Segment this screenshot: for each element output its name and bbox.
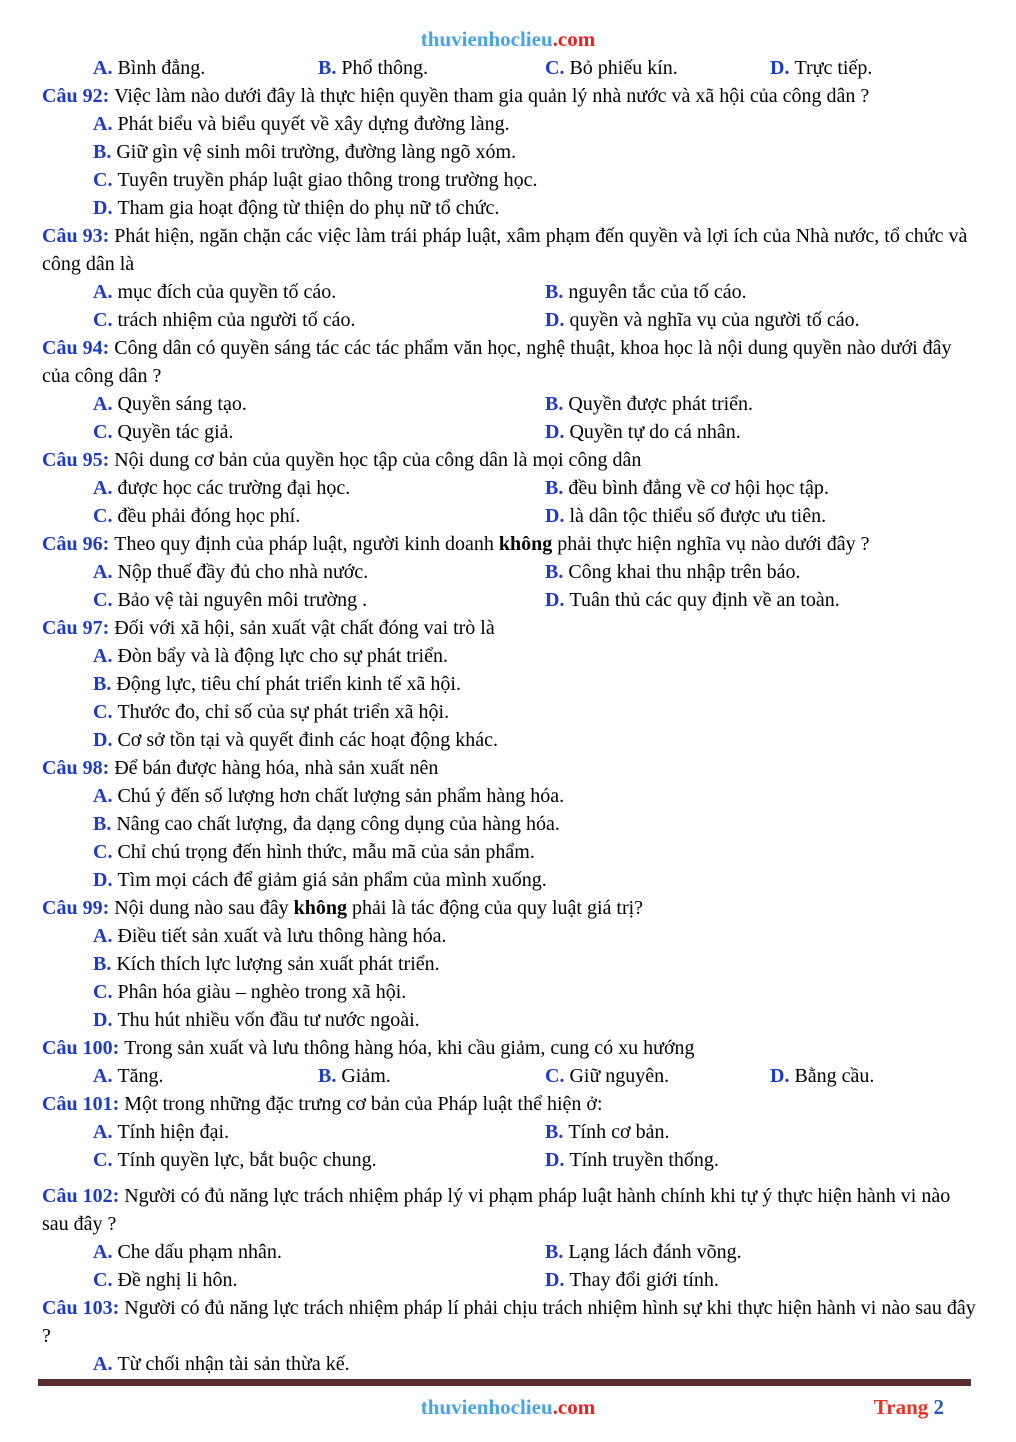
- option-text: là dân tộc thiểu số được ưu tiên.: [569, 505, 827, 527]
- question-stem: [42, 614, 976, 642]
- stem-text: Trong sản xuất và lưu thông hàng hóa, khi cầu giảm, cung có xu hướng: [124, 1037, 695, 1059]
- footer-site-domain: .com: [552, 1395, 596, 1419]
- option-text: Tuyên truyền pháp luật giao thông trong trường học.: [117, 169, 538, 191]
- question: [42, 1034, 976, 1090]
- option: [42, 502, 494, 530]
- option-letter: A.: [93, 393, 113, 415]
- option-text: Đề nghị li hôn.: [117, 1269, 238, 1291]
- option-letter: C.: [93, 169, 113, 191]
- option: [494, 1238, 976, 1266]
- option-letter: B.: [93, 141, 112, 163]
- option-text: Giữ nguyên.: [569, 1065, 670, 1087]
- option: [42, 278, 494, 306]
- question-number: Câu 96:: [42, 533, 110, 555]
- stem-bold-word: không: [293, 897, 348, 919]
- stem-text: Phát hiện, ngăn chặn các việc làm trái pháp luật, xâm phạm đến quyền và lợi ích của Nhà nước, tổ chức và công dân là: [42, 225, 968, 275]
- option-text: Giữ gìn vệ sinh môi trường, đường làng ngõ xóm.: [116, 141, 517, 163]
- question-number: Câu 93:: [42, 225, 110, 247]
- stem-text: Theo quy định của pháp luật, người kinh doanh: [114, 533, 499, 555]
- option-letter: B.: [318, 57, 337, 79]
- option: [494, 558, 976, 586]
- question-stem: [42, 334, 976, 390]
- option: [42, 418, 494, 446]
- stem-text: phải là tác động của quy luật giá trị?: [347, 897, 644, 919]
- option-text: Tính cơ bản.: [568, 1121, 670, 1143]
- option-letter: C.: [93, 421, 113, 443]
- page-number-label: Trang: [873, 1395, 929, 1419]
- option: [42, 194, 976, 222]
- question: [42, 334, 976, 446]
- option-letter: C.: [93, 309, 113, 331]
- question: [42, 894, 976, 1034]
- option-letter: C.: [93, 1149, 113, 1171]
- option-letter: C.: [545, 57, 565, 79]
- option: [42, 1118, 494, 1146]
- stem-text: Việc làm nào dưới đây là thực hiện quyền tham gia quản lý nhà nước và xã hội của công dân ?: [114, 85, 870, 107]
- option: [494, 1118, 976, 1146]
- option-text: Thu hút nhiều vốn đầu tư nước ngoài.: [117, 1009, 420, 1031]
- option-text: Tuân thủ các quy định về an toàn.: [569, 589, 840, 611]
- footer-divider: [38, 1379, 971, 1386]
- option: [719, 1062, 976, 1090]
- question-stem: [42, 530, 976, 558]
- option-text: Cơ sở tồn tại và quyết đinh các hoạt động khác.: [117, 729, 498, 751]
- option-text: Kích thích lực lượng sản xuất phát triển.: [116, 953, 440, 975]
- option-text: Quyền tác giả.: [117, 421, 234, 443]
- option: [42, 838, 976, 866]
- option-text: Tăng.: [117, 1065, 164, 1087]
- option-text: Quyền được phát triển.: [568, 393, 754, 415]
- option: [42, 698, 976, 726]
- option: [42, 1006, 976, 1034]
- option: [42, 390, 494, 418]
- option-letter: B.: [545, 281, 564, 303]
- question: [42, 82, 976, 222]
- site-header: [0, 0, 1016, 52]
- option-text: Động lực, tiêu chí phát triển kinh tế xã hội.: [116, 673, 461, 695]
- option: [42, 810, 976, 838]
- options: [42, 558, 976, 614]
- stem-bold-word: không: [498, 533, 553, 555]
- question-stem: [42, 446, 976, 474]
- option: [42, 138, 976, 166]
- question-number: Câu 95:: [42, 449, 110, 471]
- stem-text: Công dân có quyền sáng tác các tác phẩm văn học, nghệ thuật, khoa học là nội dung quyền nào dưới đây của công dân ?: [42, 337, 952, 387]
- option: [494, 586, 976, 614]
- stem-text: Một trong những đặc trưng cơ bản của Pháp luật thể hiện ở:: [124, 1093, 603, 1115]
- option: [494, 278, 976, 306]
- option-letter: D.: [545, 589, 565, 611]
- question-stem: [42, 1182, 976, 1238]
- option: [494, 306, 976, 334]
- page-number-value: 2: [933, 1395, 944, 1419]
- option-text: Trực tiếp.: [794, 57, 873, 79]
- question-number: Câu 101:: [42, 1093, 120, 1115]
- option-text: Điều tiết sản xuất và lưu thông hàng hóa.: [117, 925, 447, 947]
- option: [494, 474, 976, 502]
- question: [42, 1182, 976, 1294]
- option: [494, 502, 976, 530]
- question: [42, 1090, 976, 1174]
- option-letter: C.: [93, 1269, 113, 1291]
- options: [42, 1350, 976, 1378]
- option-letter: D.: [93, 869, 113, 891]
- option-text: Tìm mọi cách để giảm giá sản phẩm của mình xuống.: [117, 869, 547, 891]
- question-number: Câu 98:: [42, 757, 110, 779]
- option: [42, 586, 494, 614]
- option-letter: B.: [93, 953, 112, 975]
- option: [42, 110, 976, 138]
- option-text: Lạng lách đánh võng.: [568, 1241, 742, 1263]
- question-stem: [42, 82, 976, 110]
- question: [42, 754, 976, 894]
- stem-text: Đối với xã hội, sản xuất vật chất đóng vai trò là: [114, 617, 495, 639]
- option: [42, 642, 976, 670]
- option-letter: C.: [93, 981, 113, 1003]
- option-letter: A.: [93, 281, 113, 303]
- option-letter: C.: [93, 505, 113, 527]
- option: [494, 1266, 976, 1294]
- footer-site: [421, 1395, 595, 1419]
- option: [42, 54, 267, 82]
- option-text: Giảm.: [341, 1065, 391, 1087]
- question-number: Câu 100:: [42, 1037, 120, 1059]
- option-letter: A.: [93, 477, 113, 499]
- site-domain: .com: [552, 27, 596, 51]
- option-letter: A.: [93, 561, 113, 583]
- question-stem: [42, 222, 976, 278]
- option-letter: C.: [93, 701, 113, 723]
- option-text: Đòn bẩy và là động lực cho sự phát triển.: [117, 645, 448, 667]
- question-number: Câu 103:: [42, 1297, 120, 1319]
- option-text: đều phải đóng học phí.: [117, 505, 301, 527]
- option-letter: C.: [93, 841, 113, 863]
- question-stem: [42, 1294, 976, 1350]
- option-letter: A.: [93, 785, 113, 807]
- option: [42, 306, 494, 334]
- option-text: Từ chối nhận tài sản thừa kế.: [117, 1353, 350, 1375]
- footer-site-name: thuvienhoclieu: [420, 1395, 553, 1419]
- option: [42, 558, 494, 586]
- option: [494, 1146, 976, 1174]
- question: [42, 614, 976, 754]
- option: [494, 418, 976, 446]
- questions-area: [0, 52, 1016, 1378]
- option-text: Phân hóa giàu – nghèo trong xã hội.: [117, 981, 407, 1003]
- option-text: Nộp thuế đầy đủ cho nhà nước.: [117, 561, 369, 583]
- option: [42, 670, 976, 698]
- option-letter: D.: [93, 197, 113, 219]
- options: [42, 922, 976, 1034]
- option-text: quyền và nghĩa vụ của người tố cáo.: [569, 309, 860, 331]
- stem-text: Để bán được hàng hóa, nhà sản xuất nên: [114, 757, 439, 779]
- option: [42, 1266, 494, 1294]
- option: [494, 54, 719, 82]
- option-text: Che dấu phạm nhân.: [117, 1241, 282, 1263]
- question: [42, 530, 976, 614]
- option-text: Tham gia hoạt động từ thiện do phụ nữ tổ chức.: [117, 197, 500, 219]
- option-letter: D.: [545, 1149, 565, 1171]
- option-text: Thay đổi giới tính.: [569, 1269, 719, 1291]
- options: [42, 110, 976, 222]
- stem-text: Người có đủ năng lực trách nhiệm pháp lý vi phạm pháp luật hành chính khi tự ý thực hiện hành vi nào sau đây ?: [42, 1185, 951, 1235]
- option-text: Tính quyền lực, bắt buộc chung.: [117, 1149, 377, 1171]
- option-letter: D.: [770, 57, 790, 79]
- option-text: Chỉ chú trọng đến hình thức, mẫu mã của sản phẩm.: [117, 841, 535, 863]
- question-number: Câu 97:: [42, 617, 110, 639]
- option-letter: A.: [93, 925, 113, 947]
- option-letter: D.: [770, 1065, 790, 1087]
- question-stem: [42, 1034, 976, 1062]
- page-number: [874, 1394, 944, 1420]
- option-text: Bỏ phiếu kín.: [569, 57, 678, 79]
- option-letter: D.: [545, 1269, 565, 1291]
- option-letter: A.: [93, 1065, 113, 1087]
- option-letter: B.: [545, 561, 564, 583]
- option-letter: A.: [93, 1121, 113, 1143]
- option-letter: A.: [93, 1241, 113, 1263]
- stem-text: Nội dung cơ bản của quyền học tập của công dân là mọi công dân: [114, 449, 642, 471]
- options: [42, 1238, 976, 1294]
- option: [42, 166, 976, 194]
- option-letter: B.: [93, 673, 112, 695]
- option-text: Chú ý đến số lượng hơn chất lượng sản phẩm hàng hóa.: [117, 785, 565, 807]
- option-letter: B.: [93, 813, 112, 835]
- option-letter: D.: [545, 309, 565, 331]
- question-number: Câu 92:: [42, 85, 110, 107]
- option-letter: C.: [93, 589, 113, 611]
- option-letter: D.: [93, 729, 113, 751]
- option-letter: B.: [545, 477, 564, 499]
- options: [42, 278, 976, 334]
- stem-text: phải thực hiện nghĩa vụ nào dưới đây ?: [552, 533, 870, 555]
- option: [42, 1062, 267, 1090]
- option-text: được học các trường đại học.: [117, 477, 351, 499]
- question: [42, 446, 976, 530]
- option-text: Tính hiện đại.: [117, 1121, 230, 1143]
- question-stem: [42, 894, 976, 922]
- option: [42, 726, 976, 754]
- option: [42, 922, 976, 950]
- option-letter: A.: [93, 57, 113, 79]
- options: [42, 782, 976, 894]
- option-text: Thước đo, chỉ số của sự phát triển xã hội.: [117, 701, 450, 723]
- option: [267, 1062, 494, 1090]
- option-text: Bằng cầu.: [794, 1065, 875, 1087]
- question-stem: [42, 754, 976, 782]
- options: [42, 1118, 976, 1174]
- option-text: Bảo vệ tài nguyên môi trường .: [117, 589, 368, 611]
- option: [42, 782, 976, 810]
- option-text: đều bình đẳng về cơ hội học tập.: [568, 477, 829, 499]
- option-letter: B.: [545, 1241, 564, 1263]
- option-text: Nâng cao chất lượng, đa dạng công dụng của hàng hóa.: [116, 813, 560, 835]
- option-letter: A.: [93, 113, 113, 135]
- option: [42, 950, 976, 978]
- question: [42, 54, 976, 82]
- option: [42, 866, 976, 894]
- question-stem: [42, 1090, 976, 1118]
- option-text: Phổ thông.: [341, 57, 429, 79]
- options: [42, 642, 976, 754]
- option-letter: D.: [93, 1009, 113, 1031]
- stem-text: Nội dung nào sau đây: [114, 897, 294, 919]
- question-number: Câu 102:: [42, 1185, 120, 1207]
- option-text: Phát biểu và biểu quyết về xây dựng đường làng.: [117, 113, 510, 135]
- option-letter: B.: [545, 1121, 564, 1143]
- option-letter: D.: [545, 505, 565, 527]
- option: [42, 474, 494, 502]
- question-number: Câu 94:: [42, 337, 110, 359]
- question: [42, 222, 976, 334]
- footer-row: [0, 1394, 1016, 1420]
- option-letter: C.: [545, 1065, 565, 1087]
- option-letter: A.: [93, 645, 113, 667]
- question: [42, 1294, 976, 1378]
- option: [494, 1062, 719, 1090]
- option-letter: A.: [93, 1353, 113, 1375]
- option-letter: B.: [545, 393, 564, 415]
- option-letter: B.: [318, 1065, 337, 1087]
- options: [42, 474, 976, 530]
- option-text: Bình đẳng.: [117, 57, 206, 79]
- option: [42, 1350, 976, 1378]
- option-text: Công khai thu nhập trên báo.: [568, 561, 801, 583]
- page-footer: [0, 1379, 1016, 1442]
- options: [42, 54, 976, 82]
- option-letter: D.: [545, 421, 565, 443]
- options: [42, 1062, 976, 1090]
- question-number: Câu 99:: [42, 897, 110, 919]
- option-text: nguyên tắc của tố cáo.: [568, 281, 747, 303]
- option-text: trách nhiệm của người tố cáo.: [117, 309, 356, 331]
- option: [267, 54, 494, 82]
- option-text: Quyền sáng tạo.: [117, 393, 247, 415]
- option: [719, 54, 976, 82]
- option: [42, 1238, 494, 1266]
- options: [42, 390, 976, 446]
- site-name: thuvienhoclieu: [420, 27, 553, 51]
- option: [42, 1146, 494, 1174]
- option-text: Tính truyền thống.: [569, 1149, 719, 1171]
- option-text: Quyền tự do cá nhân.: [569, 421, 741, 443]
- option-text: mục đích của quyền tố cáo.: [117, 281, 337, 303]
- option: [494, 390, 976, 418]
- stem-text: Người có đủ năng lực trách nhiệm pháp lí phải chịu trách nhiệm hình sự khi thực hiện hành vi nào sau đây ?: [42, 1297, 976, 1347]
- option: [42, 978, 976, 1006]
